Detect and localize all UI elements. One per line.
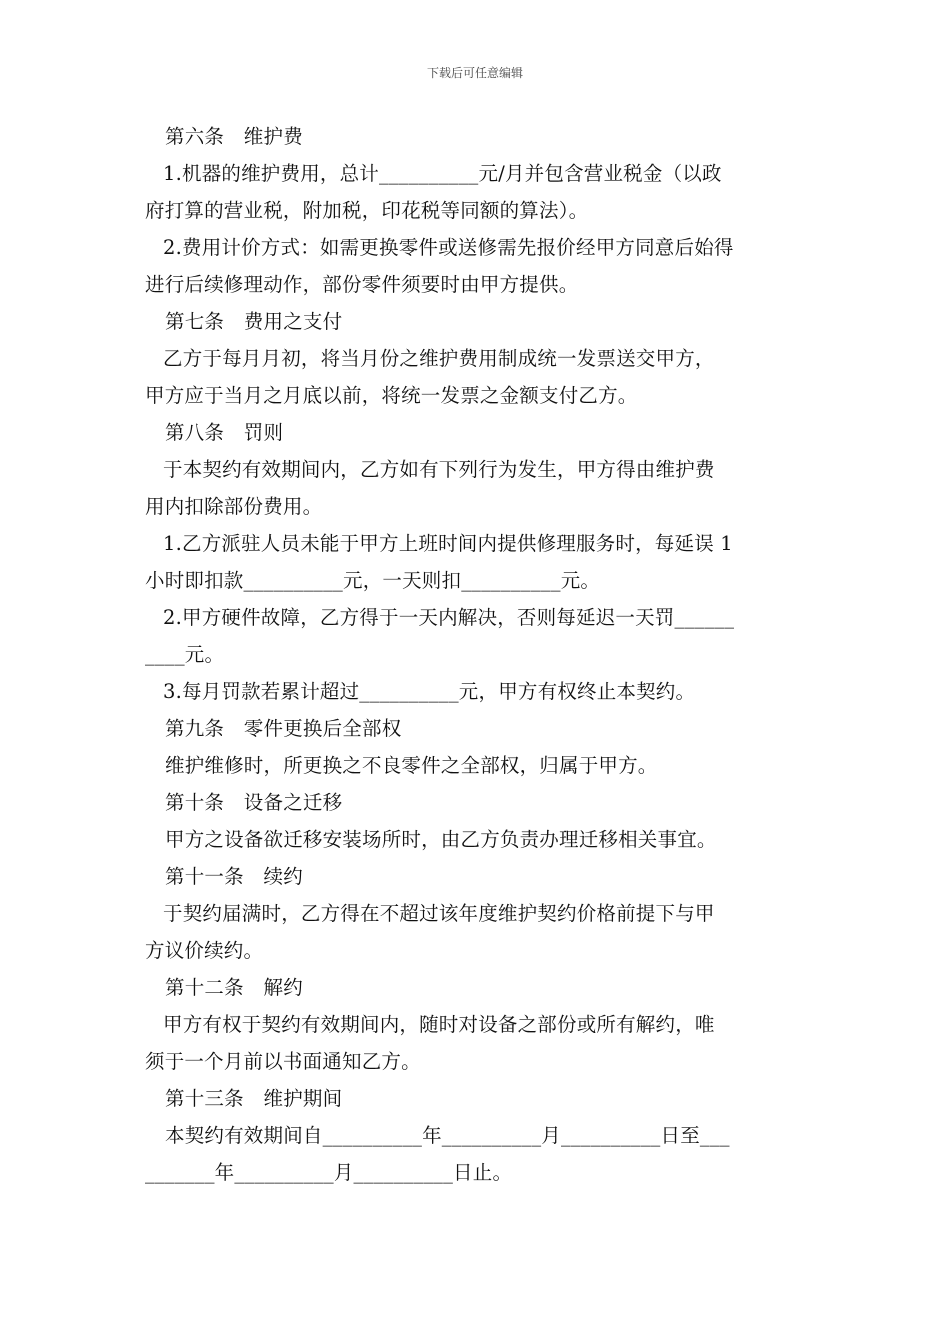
paragraph-line: 进行后续修理动作，部份零件须要时由甲方提供。 bbox=[145, 273, 579, 296]
article-7-heading: 第七条 费用之支付 bbox=[165, 310, 343, 333]
document-body bbox=[145, 118, 810, 1191]
paragraph-line: 用内扣除部份费用。 bbox=[145, 495, 323, 518]
paragraph-line: 1.乙方派驻人员未能于甲方上班时间内提供修理服务时，每延误 1 bbox=[163, 532, 733, 555]
paragraph-line: 府打算的营业税，附加税，印花税等同额的算法）。 bbox=[145, 199, 589, 222]
paragraph-line: 甲方应于当月之月底以前，将统一发票之金额支付乙方。 bbox=[145, 384, 638, 407]
paragraph-line: _______年__________月__________日止。 bbox=[145, 1161, 513, 1184]
paragraph-line: 甲方之设备欲迁移安装场所时，由乙方负责办理迁移相关事宜。 bbox=[165, 828, 717, 851]
paragraph-line: 2.甲方硬件故障，乙方得于一天内解决，否则每延迟一天罚______ bbox=[163, 606, 735, 629]
article-10-heading: 第十条 设备之迁移 bbox=[165, 791, 343, 814]
paragraph-line: 于本契约有效期间内，乙方如有下列行为发生，甲方得由维护费 bbox=[163, 458, 715, 481]
paragraph-line: 乙方于每月月初，将当月份之维护费用制成统一发票送交甲方， bbox=[163, 347, 715, 370]
paragraph-line: ____元。 bbox=[145, 643, 225, 666]
article-11-heading: 第十一条 续约 bbox=[165, 865, 303, 888]
paragraph-line: 甲方有权于契约有效期间内，随时对设备之部份或所有解约，唯 bbox=[163, 1013, 715, 1036]
paragraph-line: 3.每月罚款若累计超过__________元，甲方有权终止本契约。 bbox=[163, 680, 696, 703]
article-9-heading: 第九条 零件更换后全部权 bbox=[165, 717, 402, 740]
paragraph-line: 须于一个月前以书面通知乙方。 bbox=[145, 1050, 421, 1073]
page-header: 下载后可任意编辑 bbox=[426, 66, 523, 80]
paragraph-line: 2.费用计价方式：如需更换零件或送修需先报价经甲方同意后始得 bbox=[163, 236, 734, 259]
paragraph-line: 小时即扣款__________元，一天则扣__________元。 bbox=[145, 569, 601, 592]
article-13-heading: 第十三条 维护期间 bbox=[165, 1087, 343, 1110]
article-12-heading: 第十二条 解约 bbox=[165, 976, 303, 999]
article-8-heading: 第八条 罚则 bbox=[165, 421, 284, 444]
paragraph-line: 本契约有效期间自__________年__________月__________日至___ bbox=[165, 1124, 730, 1147]
paragraph-line: 于契约届满时，乙方得在不超过该年度维护契约价格前提下与甲 bbox=[163, 902, 715, 925]
paragraph-line: 维护维修时，所更换之不良零件之全部权，归属于甲方。 bbox=[165, 754, 658, 777]
article-6-heading: 第六条 维护费 bbox=[165, 125, 303, 148]
paragraph-line: 1.机器的维护费用，总计__________元/月并包含营业税金（以政 bbox=[163, 162, 722, 185]
paragraph-line: 方议价续约。 bbox=[145, 939, 264, 962]
